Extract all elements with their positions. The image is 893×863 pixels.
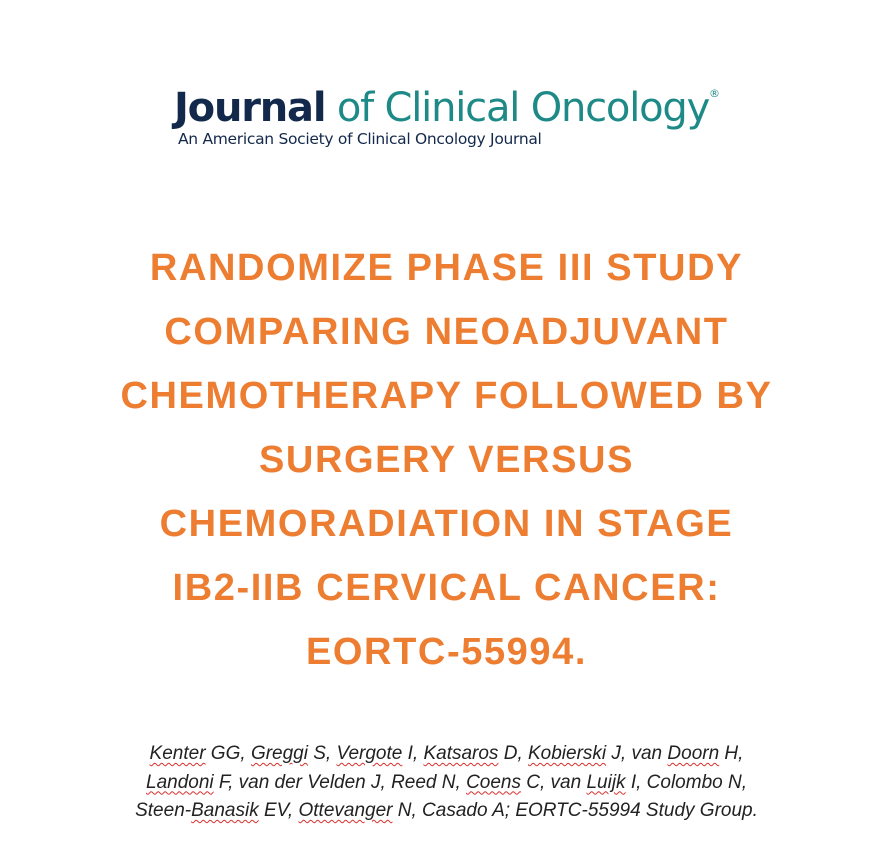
title-line: IB2-IIB CERVICAL CANCER: xyxy=(172,567,721,609)
author-line xyxy=(60,797,833,826)
author-name-flagged: Greggi xyxy=(250,743,308,764)
author-text: N, Casado A; EORTC-55994 Study Group. xyxy=(392,800,758,821)
journal-logo-word-journal: Journal xyxy=(174,85,326,131)
title-line: EORTC-55994. xyxy=(305,631,588,673)
author-text: C, van xyxy=(520,771,587,793)
author-text: J, van xyxy=(606,743,668,764)
author-name-flagged: Luijk xyxy=(586,771,626,793)
author-name-flagged: Banasik xyxy=(191,800,259,821)
author-text: I, xyxy=(402,743,424,764)
author-list xyxy=(60,740,833,826)
author-text: S, xyxy=(307,743,337,764)
journal-logo-title xyxy=(174,70,734,132)
author-line xyxy=(60,740,833,769)
author-name-flagged: Landoni xyxy=(146,771,214,793)
author-name-flagged: Katsaros xyxy=(423,743,499,764)
author-name-flagged: Kobierski xyxy=(528,743,607,764)
title-line: CHEMORADIATION IN STAGE xyxy=(159,503,734,545)
author-name-flagged: Coens xyxy=(466,771,521,793)
author-text: I, Colombo N, xyxy=(625,771,747,793)
author-line xyxy=(60,769,833,798)
title-line: SURGERY VERSUS xyxy=(258,439,635,481)
title-line: RANDOMIZE PHASE III STUDY xyxy=(149,247,744,289)
author-name-flagged: Vergote xyxy=(336,743,403,764)
author-name-flagged: Ottevanger xyxy=(298,800,393,821)
author-text: F, van der Velden J, Reed N, xyxy=(213,771,467,793)
journal-logo-word-rest: of Clinical Oncology xyxy=(325,85,710,131)
author-name-flagged: Kenter xyxy=(149,743,206,764)
title-line: COMPARING NEOADJUVANT xyxy=(164,311,729,353)
author-text: D, xyxy=(498,743,528,764)
author-text: GG, xyxy=(205,743,251,764)
author-text: Steen- xyxy=(135,800,192,821)
journal-logo-subtitle: An American Society of Clinical Oncology Journal xyxy=(178,130,542,148)
journal-logo xyxy=(174,70,734,148)
author-text: EV, xyxy=(258,800,299,821)
article-title xyxy=(60,236,833,684)
author-name-flagged: Doorn xyxy=(667,743,720,764)
author-text: H, xyxy=(719,743,744,764)
registered-mark: ® xyxy=(709,87,721,100)
title-line: CHEMOTHERAPY FOLLOWED BY xyxy=(120,375,773,417)
